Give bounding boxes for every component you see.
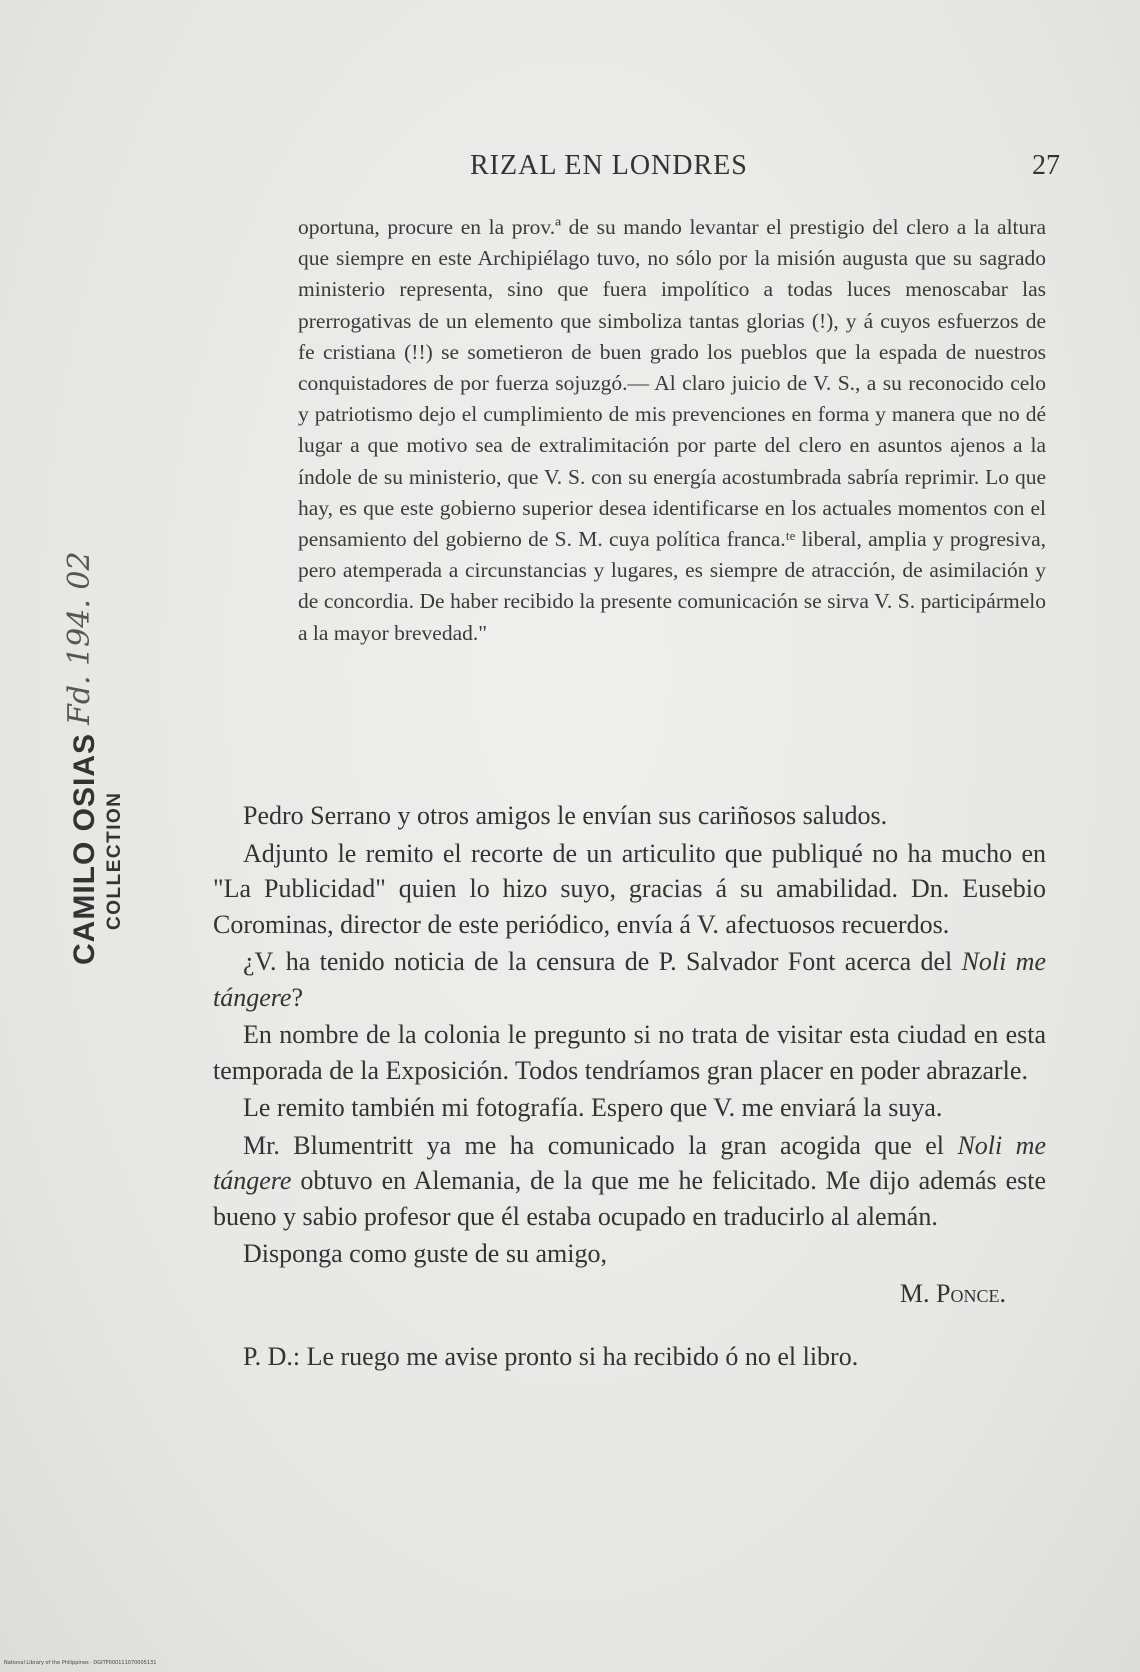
running-title: RIZAL EN LONDRES bbox=[470, 150, 748, 181]
paragraph-censura bbox=[213, 944, 1046, 1015]
text-segment: Mr. Blumentritt ya me ha comunicado la gran acogida que el bbox=[243, 1130, 958, 1160]
handwritten-note bbox=[62, 551, 112, 735]
letter-body bbox=[213, 798, 1046, 1377]
paragraph-fotografia: Le remito también mi fotografía. Espero que V. me enviará la suya. bbox=[243, 1093, 943, 1122]
paragraph-greetings: Pedro Serrano y otros amigos le envían sus cariñosos saludos. bbox=[243, 801, 888, 830]
book-title: Noli me tángere bbox=[213, 947, 1046, 1012]
stamp-line-name: CAMILO OSIAS bbox=[68, 732, 101, 965]
page-number: 27 bbox=[1032, 150, 1060, 181]
text-segment: obtuvo en Alemania, de la que me he felicitado. Me dijo además este bueno y sabio profesor que él estaba ocupado en traducirlo al alemán. bbox=[213, 1166, 1046, 1231]
paragraph-blumentritt bbox=[213, 1128, 1046, 1235]
postscript: P. D.: Le ruego me avise pronto si ha recibido ó no el libro. bbox=[243, 1342, 859, 1371]
paragraph-closing: Disponga como guste de su amigo, bbox=[243, 1239, 607, 1268]
book-title: Noli me tángere bbox=[213, 1130, 1047, 1195]
stamp-line-collection: COLLECTION bbox=[104, 791, 125, 930]
text-segment: ¿V. ha tenido noticia de la censura de P. Salvador Font acerca del bbox=[243, 947, 962, 976]
paragraph-clipping: Adjunto le remito el recorte de un articulito que publiqué no ha mucho en "La Publicidad" quien lo hizo suyo, gracias á su amabilidad. Dn. Eusebio Corominas, director de este periódico, envía á V. afectuosos recuerdos. bbox=[213, 838, 1046, 939]
quoted-paragraph: oportuna, procure en la prov.ª de su mando levantar el prestigio del clero a la altura que siempre en este Archipiélago tuvo, no sólo por la misión augusta que su sagrado ministerio representa, sino que fuera impolítico a todas luces menoscabar las prerrogativas de un elemento que simboliza tantas glorias (!), y á cuyos esfuerzos de fe cristiana (!!) se sometieron de buen grado los pueblos que la espada de nuestros conquistadores de por fuerza sojuzgó.— Al claro juicio de V. S., a su reconocido celo y patriotismo dejo el cumplimiento de mis prevenciones en forma y manera que no dé lugar a que motivo sea de extralimitación por parte del clero en asuntos ajenos a la índole de su ministerio, que V. S. con su energía acostumbrada sabría reprimir. Lo que hay, es que este gobierno superior desea identificarse en los actuales momentos con el pensamiento del gobierno de S. M. cuya política franca.ᵗᵉ liberal, amplia y progresiva, pero atemperada a circunstancias y lugares, es siempre de atracción, de asimilación y de concordia. De haber recibido la presente comunicación se sirva V. S. participármelo a la mayor brevedad." bbox=[298, 215, 1046, 645]
page-header bbox=[470, 150, 1060, 190]
collection-stamp bbox=[58, 720, 128, 980]
text-segment: ? bbox=[291, 982, 304, 1012]
signature: M. Ponce. bbox=[899, 1278, 1006, 1308]
quoted-passage bbox=[298, 212, 1046, 649]
footer-credit: National Library of the Philippines · DGITP000111070005131 bbox=[4, 1660, 157, 1666]
handwritten-note-text: Fd. 194. 02 bbox=[62, 551, 97, 725]
paragraph-exposicion: En nombre de la colonia le pregunto si no trata de visitar esta ciudad en esta temporada de la Exposición. Todos tendríamos gran placer en poder abrazarle. bbox=[213, 1020, 1046, 1085]
